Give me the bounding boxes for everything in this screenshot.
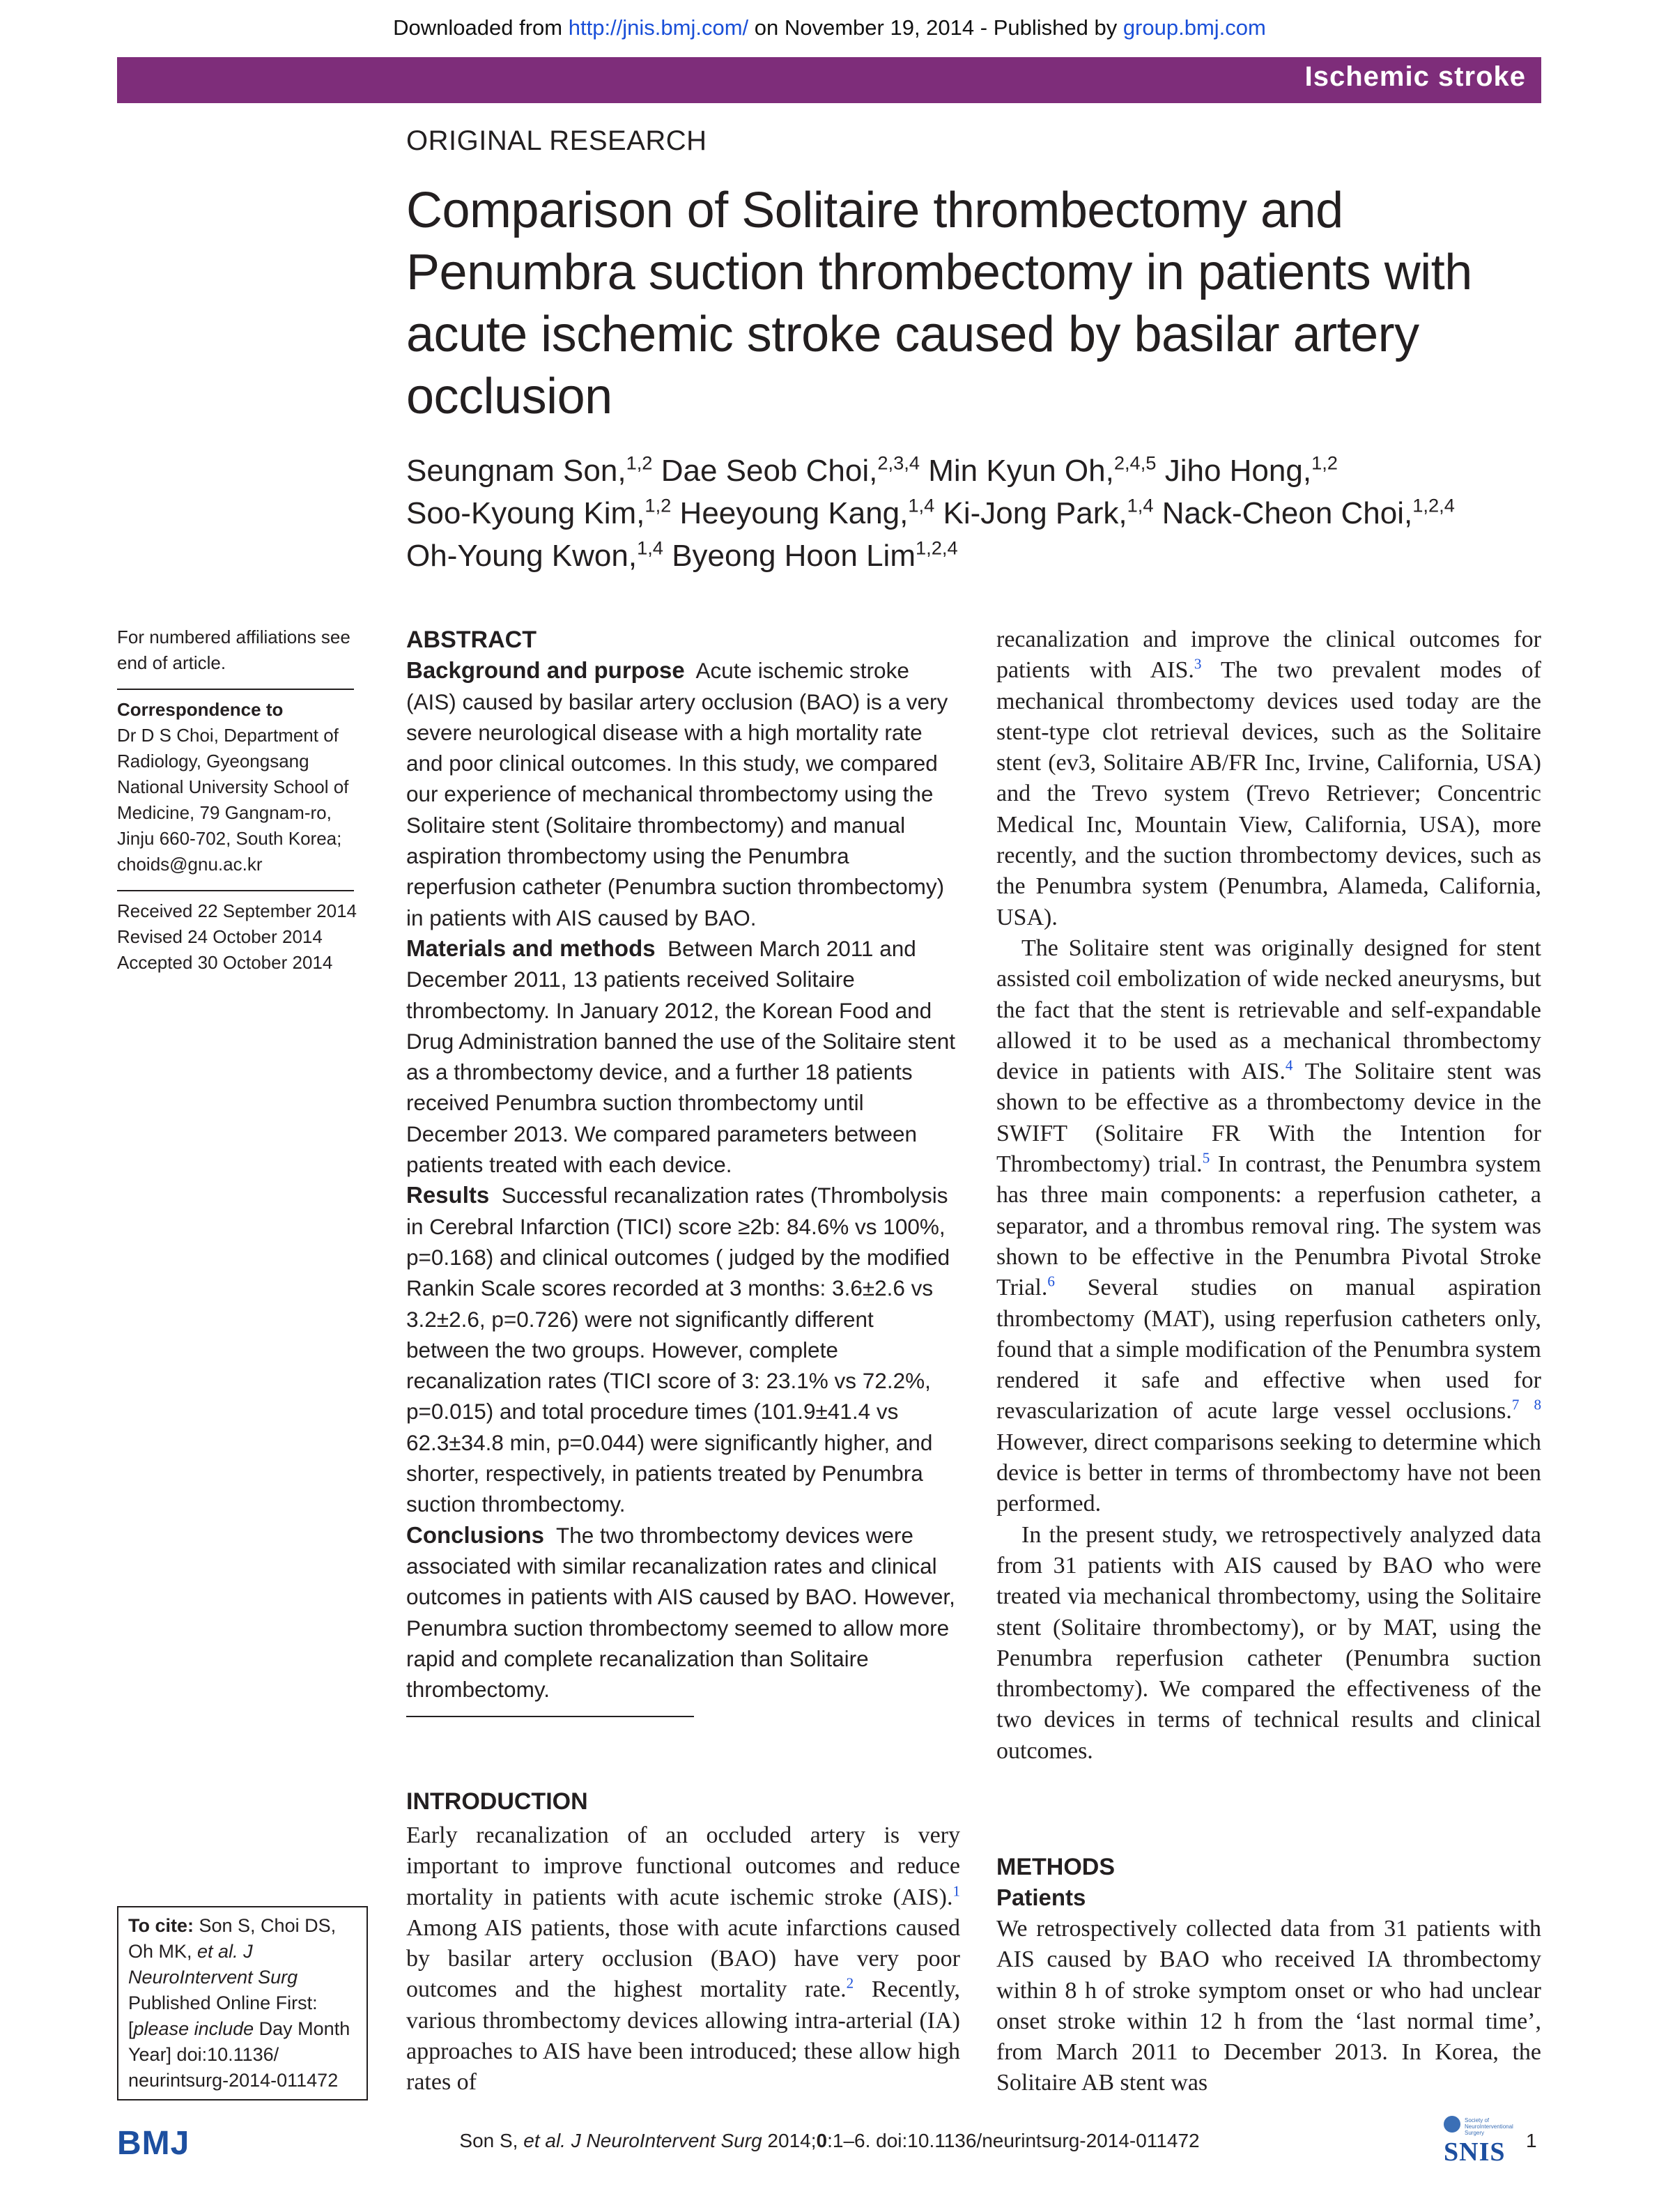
author-name: Soo-Kyoung Kim,: [406, 496, 645, 530]
footer-citation: [0, 2130, 1659, 2152]
download-line: [0, 15, 1659, 40]
abstract-section: [406, 655, 960, 933]
text-run: In contrast, the Penumbra system has three main components: a reperfusion catheter, a separator, and a thrombus removal ring. The system was shown to be effective in the Penumbra Pivotal Stroke Trial.: [996, 1151, 1542, 1301]
reference-link[interactable]: 5: [1202, 1149, 1210, 1167]
abstract-section-label: Results: [406, 1182, 490, 1208]
cite-label: To cite:: [128, 1915, 194, 1936]
author-name: Dae Seob Choi,: [661, 454, 878, 488]
cite-box: [117, 1906, 368, 2100]
author-affiliation: 1,2,4: [1412, 494, 1455, 516]
abstract-heading: ABSTRACT: [406, 627, 537, 653]
sidebar-divider: [117, 689, 354, 690]
footer-cite-text: :1–6. doi:10.1136/neurintsurg-2014-011472: [827, 2130, 1200, 2151]
author-affiliation: 1,4: [637, 537, 663, 559]
reference-link[interactable]: 3: [1194, 655, 1202, 673]
author-affiliation: 1,4: [1127, 494, 1154, 516]
cite-text: Published Online First: [: [128, 1992, 318, 2039]
abstract-section: [406, 1180, 960, 1519]
snis-logo: [1428, 2114, 1519, 2165]
paragraph: We retrospectively collected data from 31 patients with AIS caused by BAO who received IA thrombectomy within 8 h of stroke symptom onset or who had unclear onset stroke within 12 h from the ‘last normal time’, from March 2011 to December 2013. In Korea, the Solitaire AB stent was: [996, 1916, 1541, 2096]
correspondence-heading: Correspondence to: [117, 699, 284, 720]
paragraph: [406, 1820, 960, 2098]
section-banner: [117, 57, 1541, 103]
snis-emblem-icon: [1444, 2116, 1460, 2133]
abstract: [406, 624, 960, 1705]
patients-heading: Patients: [996, 1884, 1086, 1910]
download-prefix: Downloaded from: [393, 15, 569, 40]
abstract-divider: [406, 1716, 694, 1717]
abstract-section-label: Background and purpose: [406, 657, 685, 684]
section-banner-label: Ischemic stroke: [1304, 61, 1526, 92]
footer-cite-text: 2014;: [762, 2130, 817, 2151]
correspondence-line: Dr D S Choi, Department of: [117, 725, 339, 746]
abstract-section-text: Acute ischemic stroke (AIS) caused by basilar artery occlusion (BAO) is a very severe neurological disease with a high mortality rate and poor clinical outcomes. In this study, we compared our experience of mechanical thrombectomy using the Solitaire stent (Solitaire thrombectomy) and manual aspiration thrombectomy using the Penumbra reperfusion catheter (Penumbra suction thrombectomy) in patients with AIS caused by BAO.: [406, 658, 948, 930]
correspondence-line: National University School of: [117, 776, 349, 797]
reference-link[interactable]: 1: [952, 1882, 960, 1899]
cite-journal: J NeuroIntervent Surg: [128, 1941, 298, 1988]
author-name: Min Kyun Oh,: [928, 454, 1114, 488]
abstract-section-label: Materials and methods: [406, 935, 656, 961]
paragraph: In the present study, we retrospectively analyzed data from 31 patients with AIS caused by BAO who were treated via mechanical thrombectomy, using the Solitaire stent (Solitaire thrombectomy), or by MAT, using the Penumbra reperfusion catheter (Penumbra suction thrombectomy). We compared the effectiveness of the two devices in terms of technical results and clinical outcomes.: [996, 1521, 1541, 1764]
text-run: Early recanalization of an occluded artery is very important to improve functional outcomes and reduce mortality in patients with acute ischemic stroke (AIS).: [406, 1822, 960, 1910]
paragraph: [996, 624, 1541, 933]
author-affiliation: 2,3,4: [877, 452, 920, 474]
date-received: Received 22 September 2014: [117, 900, 357, 921]
reference-link[interactable]: 8: [1534, 1396, 1541, 1413]
footer-cite-volume: 0: [816, 2130, 828, 2151]
footer-cite-text: Son S,: [459, 2130, 524, 2151]
text-run: Recently, various thrombectomy devices allowing intra-arterial (IA) approaches to AIS have been introduced; these allow high rates of: [406, 1976, 960, 2096]
abstract-section-text: The two thrombectomy devices were associated with similar recanalization rates and clinical outcomes in patients with AIS caused by BAO. However, Penumbra suction thrombectomy seemed to allow more rapid and complete recanalization than Solitaire thrombectomy.: [406, 1522, 955, 1703]
author-affiliation: 1,2: [626, 452, 653, 474]
text-run: Among AIS patients, those with acute infarctions caused by basilar artery occlusion (BAO) have very poor outcomes and the highest mortality rate.: [406, 1914, 960, 2003]
date-revised: Revised 24 October 2014: [117, 926, 323, 947]
publisher-link[interactable]: group.bmj.com: [1122, 15, 1266, 40]
introduction-heading: INTRODUCTION: [406, 1788, 588, 1815]
correspondence-email[interactable]: choids@gnu.ac.kr: [117, 854, 263, 875]
methods-body: [996, 1914, 1541, 2099]
author-list: [406, 450, 1521, 577]
right-column-body: [996, 624, 1541, 1767]
cite-etal: et al.: [197, 1941, 238, 1962]
correspondence-line: Medicine, 79 Gangnam-ro,: [117, 802, 332, 823]
author-name: Oh-Young Kwon,: [406, 539, 638, 573]
bmj-logo: BMJ: [117, 2125, 190, 2162]
date-accepted: Accepted 30 October 2014: [117, 952, 333, 973]
author-affiliation: 1,2,4: [915, 537, 958, 559]
reference-link[interactable]: 6: [1047, 1273, 1055, 1290]
correspondence-line: Jinju 660-702, South Korea;: [117, 828, 342, 849]
author-affiliation: 1,2: [1311, 452, 1338, 474]
abstract-section-text: Successful recanalization rates (Thrombolysis in Cerebral Infarction (TICI) score ≥2b: 84.6% vs 100%, p=0.168) and clinical outcomes ( judged by the modified Rankin Scale scores recorded at 3 months: 3.6±2.6 vs 3.2±2.6, p=0.726) were not significantly different between the two groups. However, complete recanalization rates (TICI score of 3: 23.1% vs 72.2%, p=0.015) and total procedure times (101.9±41.4 vs 62.3±34.8 min, p=0.044) were significantly higher, and shorter, respectively, in patients treated by Penumbra suction thrombectomy.: [406, 1183, 950, 1517]
sidebar: [117, 624, 361, 976]
methods-heading: METHODS: [996, 1854, 1115, 1880]
introduction-body: [406, 1820, 960, 2098]
reference-link[interactable]: 2: [846, 1974, 854, 1992]
journal-link[interactable]: http://jnis.bmj.com/: [568, 15, 749, 40]
author-name: Heeyoung Kang,: [679, 496, 909, 530]
paragraph: [996, 933, 1541, 1520]
author-affiliation: 1,4: [908, 494, 935, 516]
download-middle: on November 19, 2014 - Published by: [748, 15, 1123, 40]
abstract-section-label: Conclusions: [406, 1521, 545, 1548]
abstract-section: [406, 933, 960, 1180]
correspondence-line: Radiology, Gyeongsang: [117, 751, 309, 771]
snis-logo-text: SNIS: [1444, 2137, 1506, 2167]
author-affiliation: 1,2: [645, 494, 672, 516]
affiliations-note: For numbered affiliations see end of article.: [117, 627, 350, 673]
abstract-section: [406, 1520, 960, 1705]
text-run: Several studies on manual aspiration thrombectomy (MAT), using reperfusion catheters only, found that a simple modification of the Penumbra system rendered it safe and effective when used for revascularization of acute large vessel occlusions.: [996, 1275, 1541, 1424]
sidebar-divider: [117, 890, 354, 891]
article-title: Comparison of Solitaire thrombectomy and Penumbra suction thrombectomy in patients with acute ischemic stroke caused by basilar artery occlusion: [406, 183, 1472, 424]
author-name: Seungnam Son,: [406, 454, 626, 488]
cite-text: Son S, Choi DS, Oh MK,: [128, 1915, 337, 1962]
author-name: Ki-Jong Park,: [943, 496, 1127, 530]
reference-link[interactable]: 7: [1511, 1396, 1520, 1413]
reference-link[interactable]: 4: [1285, 1057, 1293, 1074]
page-number: 1: [1526, 2130, 1537, 2151]
abstract-section-text: Between March 2011 and December 2011, 13 patients received Solitaire thrombectomy. In January 2012, the Korean Food and Drug Administration banned the use of the Solitaire stent as a thrombectomy device, and a further 18 patients received Penumbra suction thrombectomy until December 2013. We compared parameters between patients treated with each device.: [406, 935, 955, 1178]
author-name: Nack-Cheon Choi,: [1162, 496, 1413, 530]
article-type: ORIGINAL RESEARCH: [406, 125, 707, 156]
text-run: However, direct comparisons seeking to determine which device is better in terms of thrombectomy have not been performed.: [996, 1429, 1541, 1517]
text-run: The two prevalent modes of mechanical thrombectomy devices used today are the stent-type clot retrieval devices, such as the Solitaire stent (ev3, Solitaire AB/FR Inc, Irvine, California, USA) and the Trevo system (Trevo Retriever; Concentric Medical Inc, Mountain View, California, USA), more recently, and the suction thrombectomy devices, such as the Penumbra system (Penumbra, Alameda, California, USA).: [996, 657, 1542, 930]
author-affiliation: 2,4,5: [1113, 452, 1157, 474]
cite-please: please include: [133, 2018, 254, 2039]
cite-text: Day Month Year] doi:10.1136/ neurintsurg-2014-011472: [128, 2018, 350, 2091]
author-name: Byeong Hoon Lim: [672, 539, 916, 573]
text-run: The Solitaire stent was shown to be effective as a thrombectomy device in the SWIFT (Solitaire FR With the Intention for Thrombectomy) trial.: [996, 1059, 1541, 1178]
snis-logo-tagline: Society of NeuroInterventional Surgery: [1465, 2117, 1513, 2136]
text-run: The Solitaire stent was originally designed for stent assisted coil embolization of wide necked aneurysms, but the fact that the stent is retrievable and self-expandable allowed it to be used as a mechanical thrombectomy device in patients with AIS.: [996, 935, 1541, 1085]
text-run: recanalization and improve the clinical outcomes for patients with AIS.: [996, 627, 1541, 684]
author-name: Jiho Hong,: [1164, 454, 1312, 488]
footer-cite-journal: et al. J NeuroIntervent Surg: [523, 2130, 762, 2151]
